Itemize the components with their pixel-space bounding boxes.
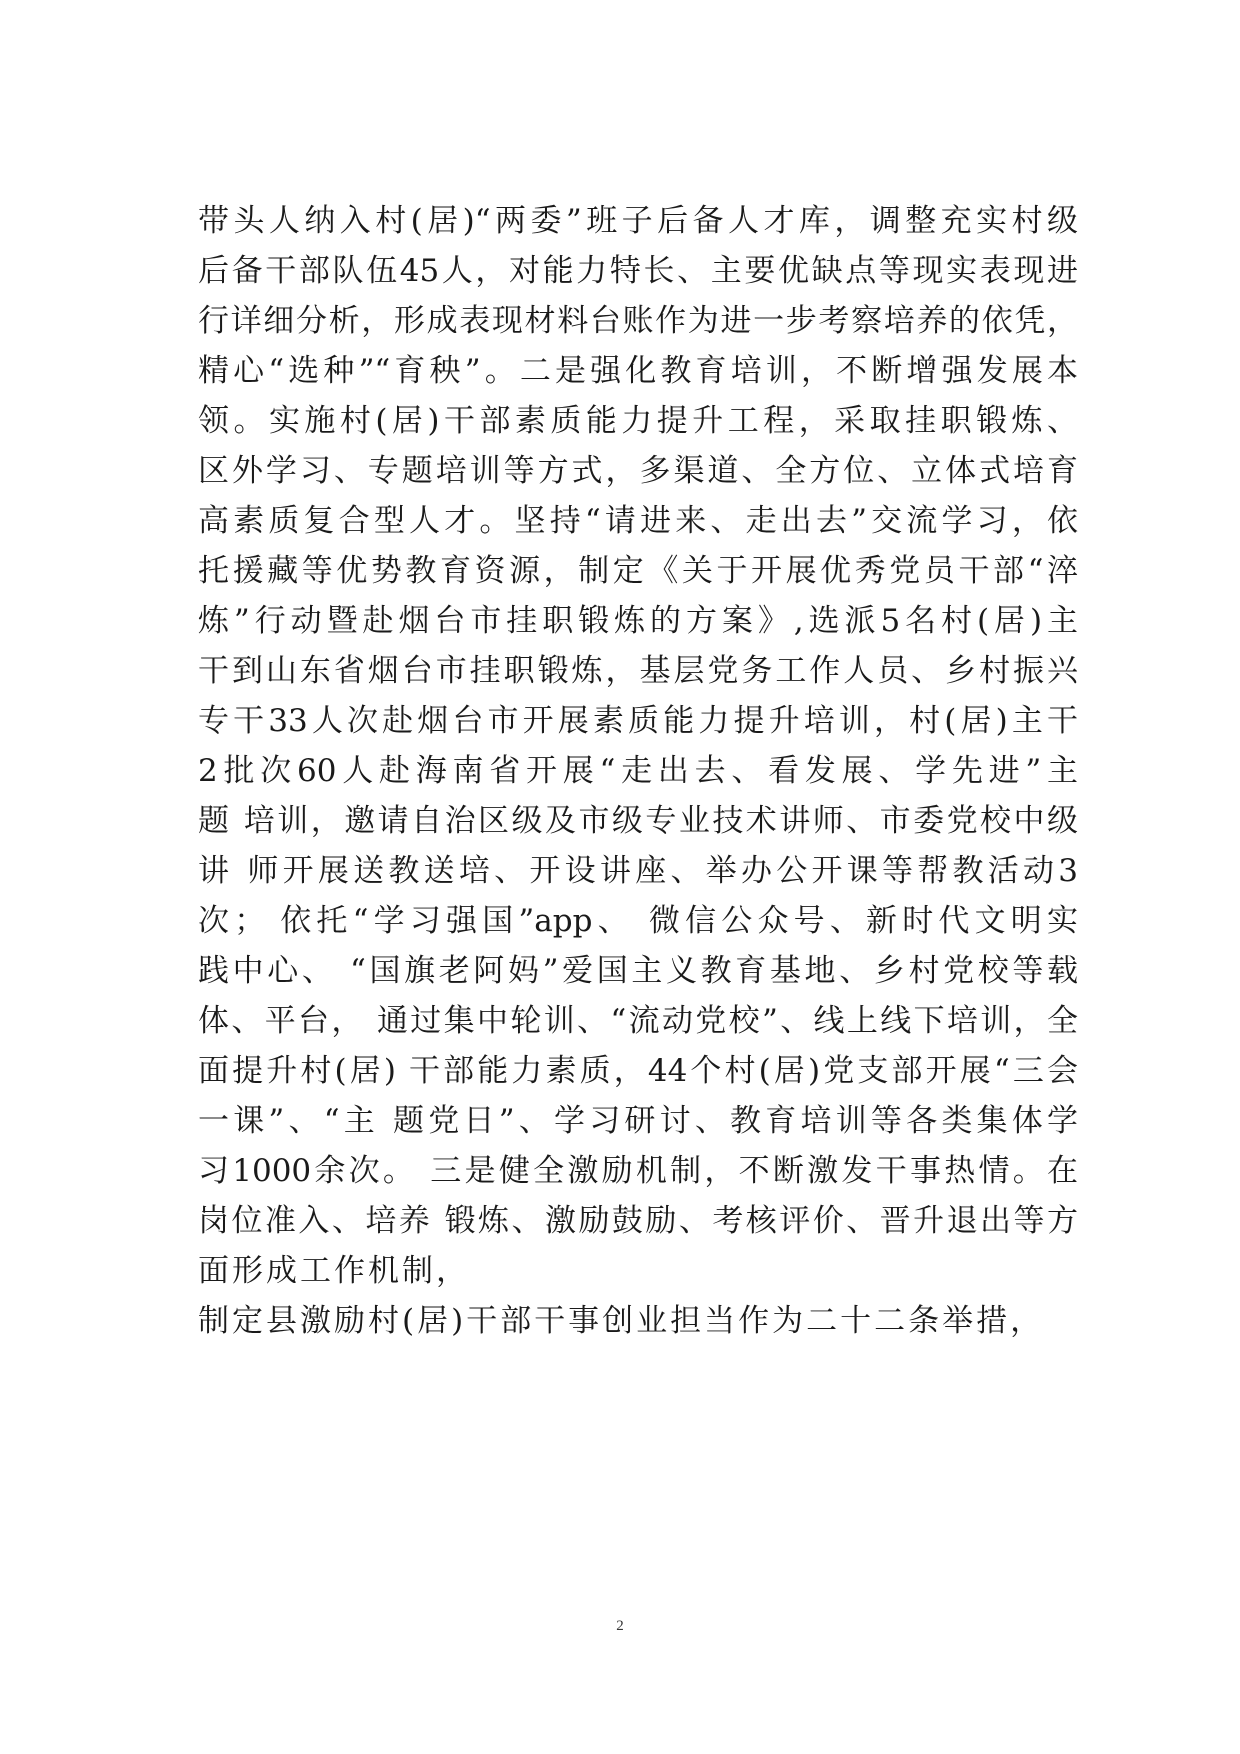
text-line: 高素质复合型人才。坚持“请进来、走出去”交流学习，依 bbox=[198, 503, 1078, 539]
text-line: 践中心、 “国旗老阿妈”爱国主义教育基地、乡村党校等载 bbox=[198, 953, 1078, 989]
text-line: 次； 依托“学习强国”app、 微信公众号、新时代文明实 bbox=[198, 903, 1078, 939]
text-line: 体、平台， 通过集中轮训、“流动党校”、线上线下培训，全 bbox=[198, 1003, 1078, 1039]
text-line: 面提升村(居) 干部能力素质，44个村(居)党支部开展“三会 bbox=[198, 1053, 1078, 1089]
text-line: 炼”行动暨赴烟台市挂职锻炼的方案》,选派5名村(居)主 bbox=[198, 603, 1078, 639]
text-line: 面形成工作机制， bbox=[198, 1253, 470, 1289]
text-line: 岗位准入、培养 锻炼、激励鼓励、考核评价、晋升退出等方 bbox=[198, 1203, 1078, 1239]
page-number: 2 bbox=[616, 1618, 624, 1634]
text-line: 精心“选种”“育秧”。二是强化教育培训，不断增强发展本 bbox=[198, 353, 1078, 389]
text-line: 领。实施村(居)干部素质能力提升工程，采取挂职锻炼、 bbox=[198, 403, 1078, 439]
text-line: 区外学习、专题培训等方式，多渠道、全方位、立体式培育 bbox=[198, 453, 1078, 489]
text-line: 后备干部队伍45人，对能力特长、主要优缺点等现实表现进 bbox=[198, 253, 1078, 289]
text-line: 制定县激励村(居)干部干事创业担当作为二十二条举措， bbox=[198, 1303, 1045, 1339]
text-line: 题 培训，邀请自治区级及市级专业技术讲师、市委党校中级 bbox=[198, 803, 1078, 839]
text-line: 专干33人次赴烟台市开展素质能力提升培训，村(居)主干 bbox=[198, 703, 1078, 739]
text-line: 2批次60人赴海南省开展“走出去、看发展、学先进”主 bbox=[198, 753, 1078, 789]
body-text bbox=[198, 196, 1078, 1346]
text-line: 行详细分析，形成表现材料台账作为进一步考察培养的依凭， bbox=[198, 303, 1078, 339]
text-line: 干到山东省烟台市挂职锻炼，基层党务工作人员、乡村振兴 bbox=[198, 653, 1078, 689]
text-line: 习1000余次。 三是健全激励机制，不断激发干事热情。在 bbox=[198, 1153, 1078, 1189]
text-line: 带头人纳入村(居)“两委”班子后备人才库，调整充实村级 bbox=[198, 203, 1078, 239]
text-line: 讲 师开展送教送培、开设讲座、举办公开课等帮教活动3 bbox=[198, 853, 1078, 889]
text-line: 一课”、“主 题党日”、学习研讨、教育培训等各类集体学 bbox=[198, 1103, 1078, 1139]
text-line: 托援藏等优势教育资源，制定《关于开展优秀党员干部“淬 bbox=[198, 553, 1078, 589]
